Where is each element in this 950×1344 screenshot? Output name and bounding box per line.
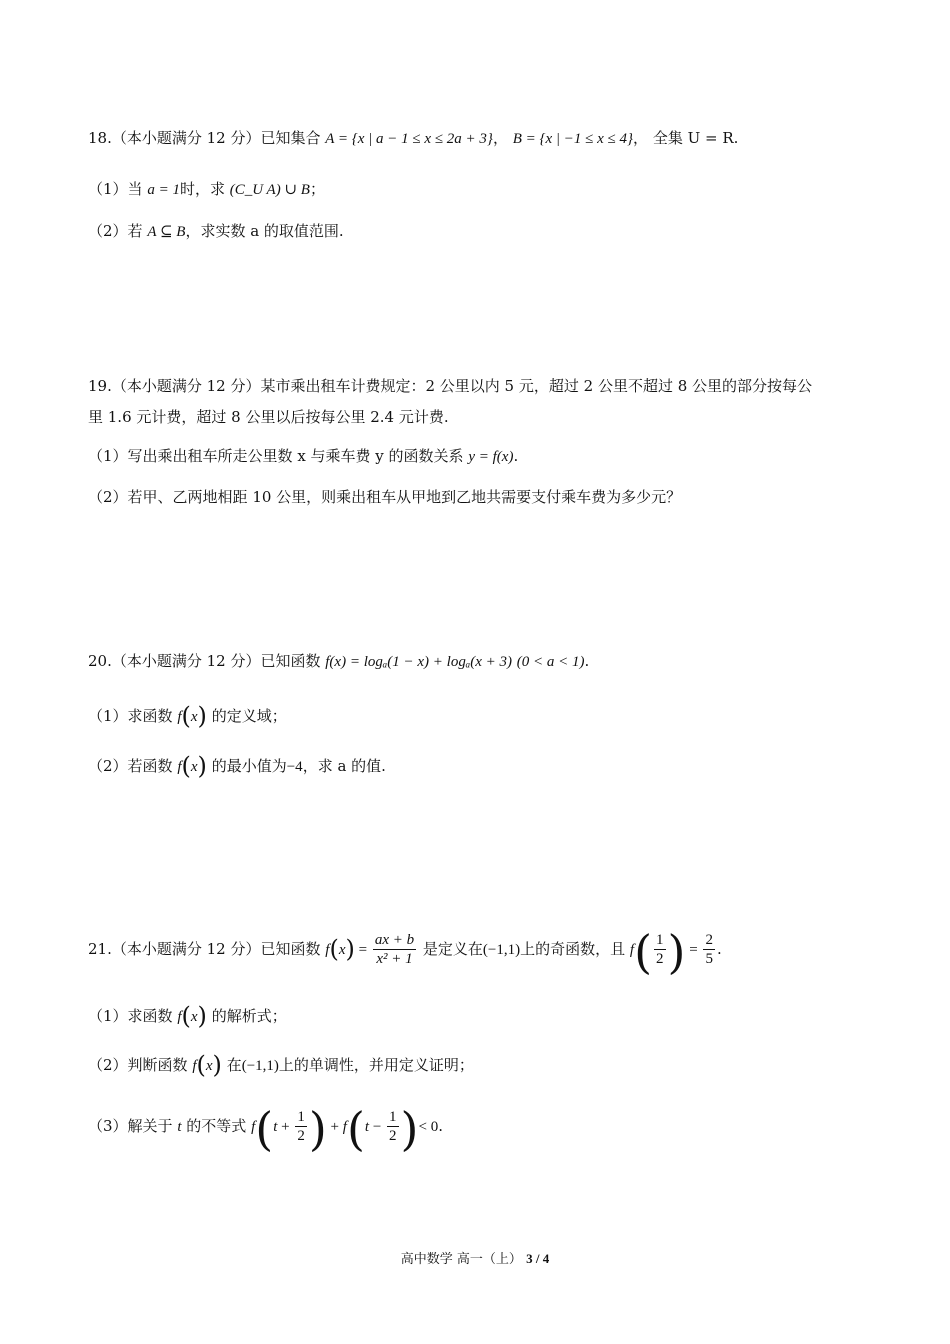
q21-header: 21.（本小题满分 12 分）已知函数 f(x) = $\frac{ax + b}{\text{x² + 1}}$ 是定义在(−1,1)上的奇函数，且 f( $\frac{1}{2}$ ) = $\frac{2}{5}$ . — [88, 925, 722, 979]
half-fraction: $\frac{1}{2}$ — [656, 931, 664, 968]
q19-line2: 里 1.6 元计费，超过 8 公里以后按每公里 2.4 元计费. — [88, 408, 449, 426]
base-condition: (0 < a < 1) — [516, 654, 585, 670]
universal-set: 全集 U = R — [652, 129, 734, 147]
set-a: A = {x | a − 1 ≤ x ≤ 2a + 3} — [325, 131, 493, 147]
page-number: 3 / 4 — [526, 1251, 550, 1266]
value-fraction: $\frac{2}{5}$ — [705, 931, 713, 968]
q19-part1: （1）写出乘出租车所走公里数 x 与乘车费 y 的函数关系 y = f(x). — [88, 447, 519, 465]
min-value: −4 — [286, 759, 303, 775]
q20-header: 20.（本小题满分 12 分）已知函数 f(x) = logₐ(1 − x) + logₐ(x + 3) (0 < a < 1). — [88, 652, 590, 670]
q20-part1: （1）求函数 f(x) 的定义域； — [88, 702, 287, 730]
log-function: f(x) = logₐ(1 − x) + logₐ(x + 3) — [325, 654, 512, 670]
complement-union-expr: (C_U A) ∪ B — [229, 182, 310, 198]
domain-interval: (−1,1) — [482, 942, 521, 958]
function-relation: y = f(x) — [468, 449, 514, 465]
q18-part1: （1）当 a = 1时，求 (C_U A) ∪ B； — [88, 180, 325, 198]
page-footer — [0, 1248, 950, 1267]
q19-part2: （2）若甲、乙两地相距 10 公里，则乘出租车从甲地到乙地共需要支付乘车费为多少元？ — [88, 488, 682, 506]
rational-function: $\frac{ax + b}{\text{x² + 1}}$ — [374, 931, 415, 968]
q21-part3: （3）解关于 t 的不等式 f(t + $\frac{1}{2}$ ) + f(t − $\frac{1}{2}$ )< 0. — [88, 1102, 443, 1156]
q21-part1: （1）求函数 f(x) 的解析式； — [88, 1002, 287, 1030]
q19-line1: 19.（本小题满分 12 分）某市乘出租车计费规定：2 公里以内 5 元，超过 2 公里不超过 8 公里的部分按每公 — [88, 377, 813, 395]
q18-header: 18.（本小题满分 12 分）已知集合 A = {x | a − 1 ≤ x ≤ 2a + 3}， B = {x | −1 ≤ x ≤ 4}， 全集 U = R. — [88, 129, 739, 147]
footer-subject: 高中数学 高一（上） — [400, 1252, 522, 1267]
q20-part2: （2）若函数 f(x) 的最小值为−4，求 a 的值. — [88, 752, 386, 780]
q21-part2: （2）判断函数 f(x) 在(−1,1)上的单调性，并用定义证明； — [88, 1051, 474, 1079]
q18-part2: （2）若 A ⊆ B，求实数 a 的取值范围. — [88, 222, 344, 240]
set-b: B = {x | −1 ≤ x ≤ 4} — [512, 131, 634, 147]
